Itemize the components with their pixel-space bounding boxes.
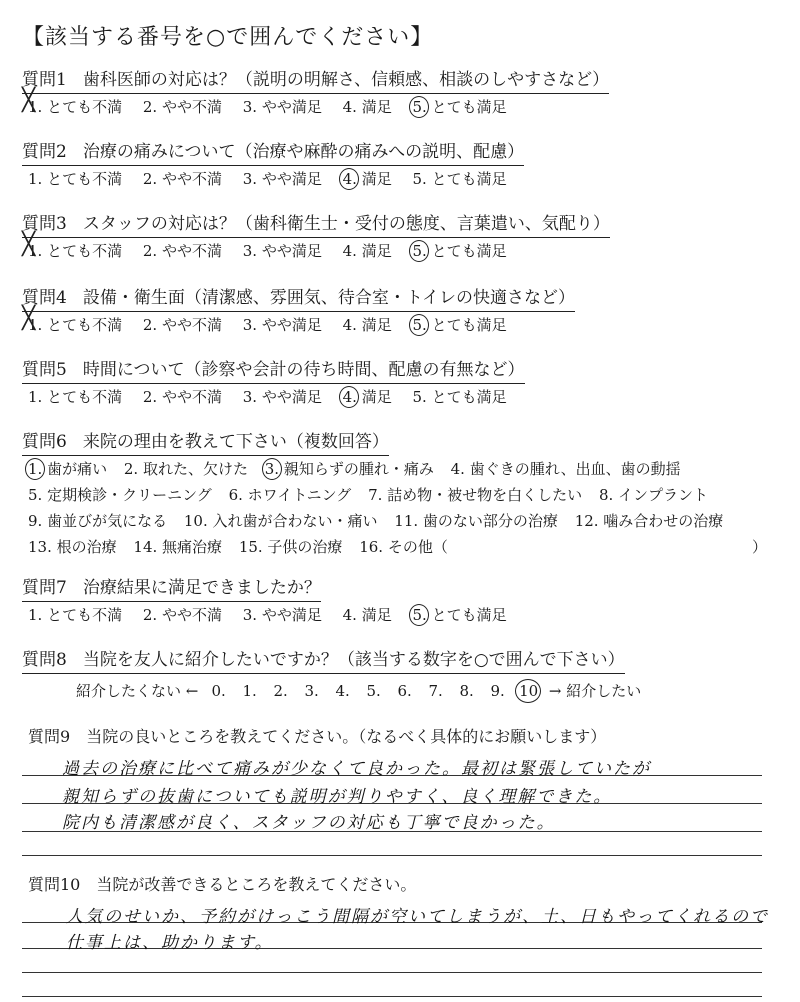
option-3[interactable]: 3. やや満足	[242, 98, 322, 116]
reason-14[interactable]: 14. 無痛治療	[133, 538, 223, 556]
page-title: 【該当する番号を○で囲んでください】	[22, 25, 434, 50]
option-2[interactable]: 2. やや不満	[142, 98, 222, 116]
question-9-title	[28, 724, 606, 747]
q9-answer-line-1[interactable]: 過去の治療に比べて痛みが少なくて良かった。最初は緊張していたが	[62, 759, 651, 779]
reason-6[interactable]: 6. ホワイトニング	[228, 486, 352, 504]
question-6-row-3	[28, 512, 735, 530]
answer-line	[22, 972, 762, 973]
question-7-title	[22, 578, 321, 602]
option-2[interactable]: 2. やや不満	[142, 316, 222, 334]
scale-value[interactable]: 8.	[459, 682, 474, 700]
reason-11[interactable]: 11. 歯のない部分の治療	[394, 512, 558, 530]
scale-right-label: → 紹介したい	[548, 682, 642, 700]
answer-line	[22, 855, 762, 856]
scale-value[interactable]: 4.	[335, 682, 350, 700]
scale-value[interactable]: 6.	[397, 682, 412, 700]
reason-9[interactable]: 9. 歯並びが気になる	[28, 512, 168, 530]
question-number: 質問9	[28, 727, 71, 746]
question-6-row-2	[28, 486, 720, 504]
reason-16-other[interactable]: 16. その他（	[359, 538, 448, 556]
reason-10[interactable]: 10. 入れ歯が合わない・痛い	[183, 512, 378, 530]
reason-12[interactable]: 12. 噛み合わせの治療	[574, 512, 724, 530]
option-5-circled[interactable]: 5. とても満足	[412, 606, 507, 624]
option-3[interactable]: 3. やや満足	[242, 170, 322, 188]
option-5[interactable]: 5. とても満足	[412, 388, 507, 406]
scale-value-circled[interactable]: 10	[513, 682, 544, 700]
question-number: 質問2	[22, 142, 67, 162]
option-4-circled[interactable]: 4. 満足	[342, 170, 392, 188]
question-2-title	[22, 142, 524, 166]
question-2-options	[28, 170, 523, 188]
q9-answer-line-3[interactable]: 院内も清潔感が良く、スタッフの対応も丁寧で良かった。	[62, 813, 556, 833]
question-text: 治療結果に満足できましたか？	[82, 578, 321, 598]
option-2[interactable]: 2. やや不満	[142, 242, 222, 260]
scale-value[interactable]: 3.	[304, 682, 319, 700]
scale-value[interactable]: 1.	[242, 682, 257, 700]
reason-2[interactable]: 2. 取れた、欠けた	[123, 460, 248, 478]
question-number: 質問3	[22, 214, 67, 234]
question-number: 質問4	[22, 288, 67, 308]
other-close-paren: ）	[752, 538, 768, 556]
reason-1-circled[interactable]: 1. 歯が痛い	[28, 460, 108, 478]
option-5-circled[interactable]: 5. とても満足	[412, 242, 507, 260]
scale-value[interactable]: 2.	[273, 682, 288, 700]
question-number: 質問10	[28, 875, 81, 894]
q10-answer-line-2[interactable]: 仕事上は、助かります。	[66, 933, 274, 953]
question-6-title	[22, 432, 389, 456]
option-1-crossed[interactable]: 1. とても不満 ╳	[28, 98, 122, 116]
scale-value[interactable]: 9.	[490, 682, 505, 700]
option-3[interactable]: 3. やや満足	[242, 316, 322, 334]
option-4[interactable]: 4. 満足	[342, 98, 392, 116]
option-3[interactable]: 3. やや満足	[242, 388, 322, 406]
option-5[interactable]: 5. とても満足	[412, 170, 507, 188]
question-text: 当院の良いところを教えてください。（なるべく具体的にお願いします）	[86, 727, 607, 746]
q9-answer-line-2[interactable]: 親知らずの抜歯についても説明が判りやすく、良く理解できた。	[62, 787, 613, 807]
question-4-options	[28, 316, 523, 334]
option-4-circled[interactable]: 4. 満足	[342, 388, 392, 406]
question-text: 当院を友人に紹介したいですか？（該当する数字を○で囲んで下さい）	[82, 650, 625, 670]
reason-7[interactable]: 7. 詰め物・被せ物を白くしたい	[368, 486, 583, 504]
question-number: 質問1	[22, 70, 67, 90]
option-4[interactable]: 4. 満足	[342, 242, 392, 260]
question-5-options	[28, 388, 523, 406]
scale-value[interactable]: 7.	[428, 682, 443, 700]
question-number: 質問6	[22, 432, 67, 452]
question-1-options	[28, 98, 523, 116]
question-text: 時間について（診察や会計の待ち時間、配慮の有無など）	[82, 360, 525, 380]
reason-8[interactable]: 8. インプラント	[598, 486, 709, 504]
option-4[interactable]: 4. 満足	[342, 606, 392, 624]
question-3-options	[28, 242, 523, 260]
question-text: 設備・衛生面（清潔感、雰囲気、待合室・トイレの快適さなど）	[82, 288, 575, 308]
option-1[interactable]: 1. とても不満	[28, 170, 123, 188]
option-2[interactable]: 2. やや不満	[142, 388, 222, 406]
option-1[interactable]: 1. とても不満	[28, 606, 123, 624]
option-1[interactable]: 1. とても不満	[28, 388, 123, 406]
option-1-crossed[interactable]: 1. とても不満 ╳	[28, 242, 122, 260]
reason-3-circled[interactable]: 3. 親知らずの腫れ・痛み	[264, 460, 434, 478]
option-2[interactable]: 2. やや不満	[142, 170, 222, 188]
option-2[interactable]: 2. やや不満	[142, 606, 222, 624]
question-8-title	[22, 650, 625, 674]
option-5-circled[interactable]: 5. とても満足	[412, 98, 507, 116]
option-4[interactable]: 4. 満足	[342, 316, 392, 334]
option-5-circled[interactable]: 5. とても満足	[412, 316, 507, 334]
question-text: スタッフの対応は？（歯科衛生士・受付の態度、言葉遣い、気配り）	[82, 214, 610, 234]
question-number: 質問8	[22, 650, 67, 670]
question-7-options	[28, 606, 523, 624]
answer-line	[22, 996, 762, 997]
scale-value[interactable]: 0.	[211, 682, 226, 700]
option-1-crossed[interactable]: 1. とても不満 ╳	[28, 316, 122, 334]
reason-13[interactable]: 13. 根の治療	[28, 538, 117, 556]
reason-5[interactable]: 5. 定期検診・クリーニング	[28, 486, 212, 504]
question-6-row-4	[28, 538, 460, 556]
recommend-scale	[76, 680, 641, 701]
question-10-title	[28, 872, 416, 895]
question-6-row-1	[28, 460, 693, 478]
reason-15[interactable]: 15. 子供の治療	[238, 538, 343, 556]
scale-left-label: 紹介したくない ←	[76, 682, 199, 700]
option-3[interactable]: 3. やや満足	[242, 242, 322, 260]
question-number: 質問5	[22, 360, 67, 380]
question-5-title	[22, 360, 525, 384]
q10-answer-line-1[interactable]: 人気のせいか、予約がけっこう間隔が空いてしまうが、土、日もやってくれるので	[66, 907, 769, 927]
question-4-title	[22, 288, 575, 312]
question-text: 当院が改善できるところを教えてください。	[96, 875, 417, 894]
question-number: 質問7	[22, 578, 67, 598]
scale-value[interactable]: 5.	[366, 682, 381, 700]
question-text: 来院の理由を教えて下さい（複数回答）	[82, 432, 389, 452]
option-3[interactable]: 3. やや満足	[242, 606, 322, 624]
question-1-title	[22, 70, 609, 94]
reason-4[interactable]: 4. 歯ぐきの腫れ、出血、歯の動揺	[450, 460, 681, 478]
question-3-title	[22, 214, 610, 238]
question-text: 治療の痛みについて（治療や麻酔の痛みへの説明、配慮）	[82, 142, 525, 162]
question-text: 歯科医師の対応は？（説明の明解さ、信頼感、相談のしやすさなど）	[82, 70, 610, 90]
